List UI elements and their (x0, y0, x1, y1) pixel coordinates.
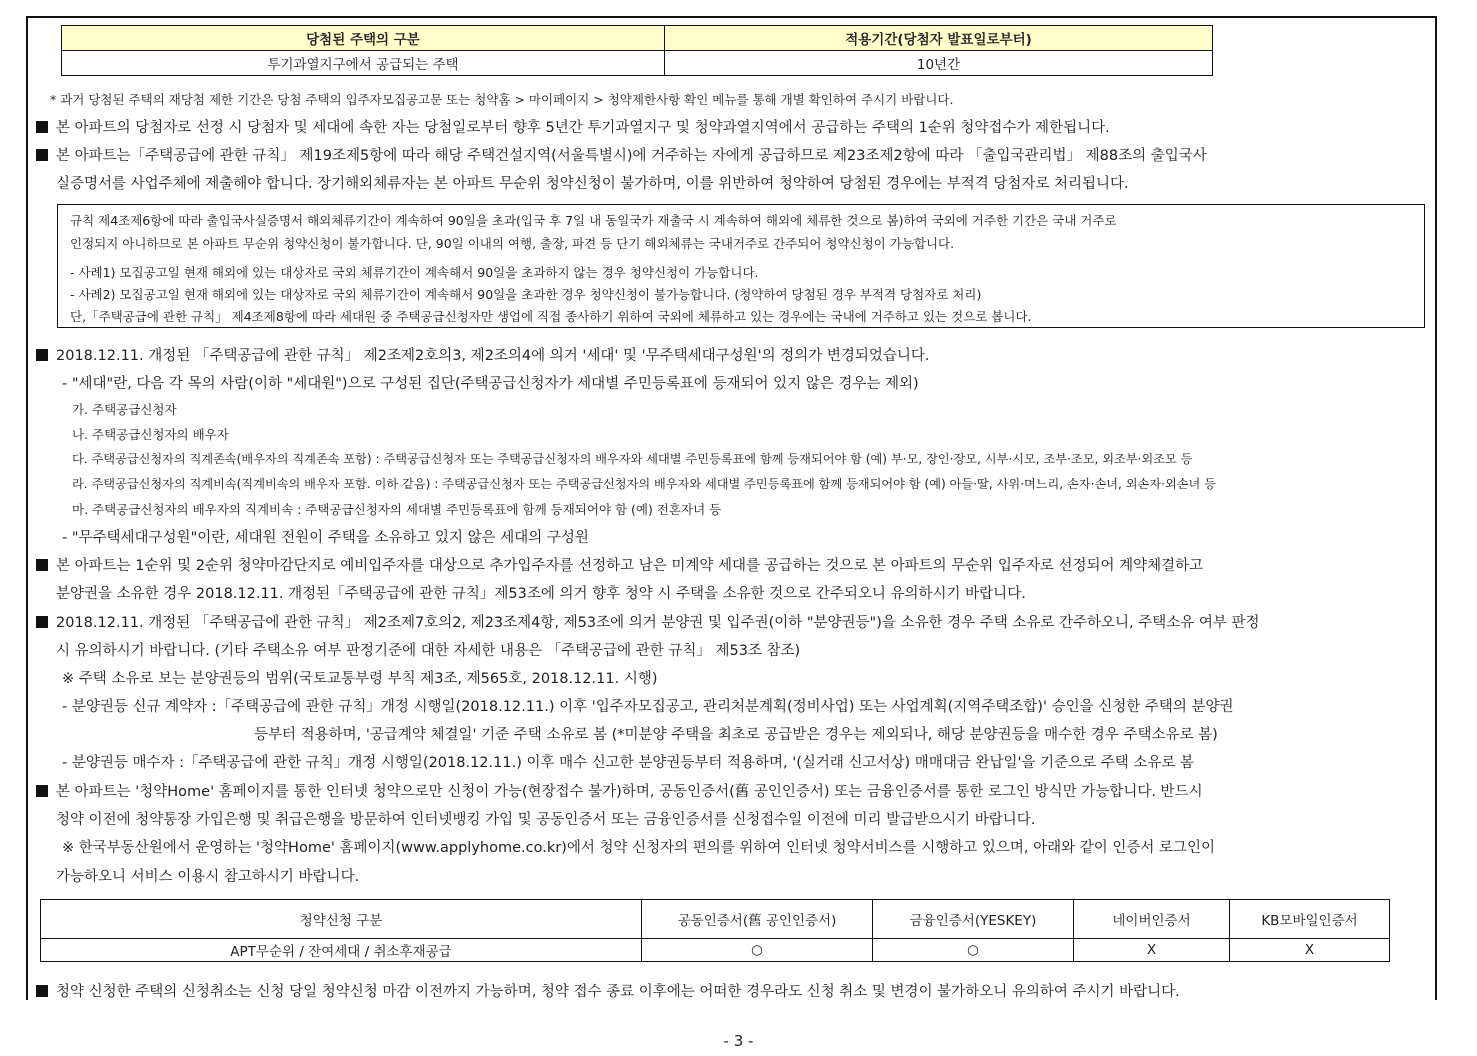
bullet-paragraph: 2018.12.11. 개정된 「주택공급에 관한 규칙」 제2조제7호의2, 제23조제4항, 제53조에 의거 분양권 및 입주권(이하 "분양권등")을 소유한 경우 주택 소유로 간주하오니, 주택소유 여부 판정 (36, 611, 1260, 632)
certificate-table (40, 899, 1390, 962)
table-header-cell: 네이버인증서 (1074, 900, 1230, 939)
paragraph-line: 시 유의하시기 바랍니다. (기타 주택소유 여부 판정기준에 대한 자세한 내용은 「주택공급에 관한 규칙」 제53조 참조) (56, 643, 801, 659)
paragraph-line: ※ 한국부동산원에서 운영하는 '청약Home' 홈페이지(www.applyhome.co.kr)에서 청약 신청자의 편의를 위하여 인터넷 청약서비스를 시행하고 있으며, 아래와 같이 인증서 로그인이 (62, 840, 1216, 856)
paragraph-line: - 분양권등 신규 계약자 :「주택공급에 관한 규칙」개정 시행일(2018.12.11.) 이후 '입주자모집공고, 관리처분계획(정비사업) 또는 사업계획(지역주택조합)' 승인을 신청한 주택의 분양권 (62, 699, 1234, 715)
paragraph-line: - "세대"란, 다음 각 목의 사람(이하 "세대원")으로 구성된 집단(주택공급신청자가 세대별 주민등록표에 등재되어 있지 않은 경우는 제외) (62, 376, 919, 392)
box-line: - 사례1) 모집공고일 현재 해외에 있는 대상자로 국외 체류기간이 계속해서 90일을 초과하지 않는 경우 청약신청이 가능합니다. (70, 265, 759, 280)
paragraph-line: ※ 주택 소유로 보는 분양권등의 범위(국토교통부령 부칙 제3조, 제565호, 2018.12.11. 시행) (62, 671, 658, 687)
paragraph-line: - "무주택세대구성원"이란, 세대원 전원이 주택을 소유하고 있지 않은 세대의 구성원 (62, 530, 589, 546)
list-item: 다. 주택공급신청자의 직계존속(배우자의 직계존속 포함) : 주택공급신청자 또는 주택공급신청자의 배우자와 세대별 주민등록표에 함께 등재되어야 함 (예) 부·모, 장인·장모, 시부·시모, 조부·조모, 외조부·외조모 등 (72, 452, 1193, 466)
box-line: - 사례2) 모집공고일 현재 해외에 있는 대상자로 국외 체류기간이 계속해서 90일을 초과한 경우 청약신청이 불가능합니다. (청약하여 당첨된 경우 부적격 당첨자로 처리) (70, 287, 982, 302)
bullet-paragraph: 본 아파트의 당첨자로 선정 시 당첨자 및 세대에 속한 자는 당첨일로부터 향후 5년간 투기과열지구 및 청약과열지역에서 공급하는 주택의 1순위 청약접수가 제한됩니다. (36, 116, 1110, 137)
table-header-cell: 공동인증서(舊 공인인증서) (642, 900, 873, 939)
bullet-square-icon (36, 985, 48, 997)
list-item: 나. 주택공급신청자의 배우자 (72, 427, 229, 442)
list-item: 가. 주택공급신청자 (72, 402, 177, 417)
table-cell: ○ (642, 939, 873, 962)
paragraph-line: - 분양권등 매수자 :「주택공급에 관한 규칙」개정 시행일(2018.12.11.) 이후 매수 신고한 분양권등부터 적용하며, '(실거래 신고서상) 매매대금 완납일'을 기준으로 주택 소유로 봄 (62, 755, 1194, 771)
paragraph-line: 등부터 적용하며, '공급계약 체결일' 기준 주택 소유로 봄 (*미분양 주택을 최초로 공급받은 경우는 제외되나, 해당 분양권등을 매수한 경우 주택소유로 봄) (254, 727, 1218, 743)
table-header-cell: KB모바일인증서 (1230, 900, 1390, 939)
bullet-paragraph: 본 아파트는 1순위 및 2순위 청약마감단지로 예비입주자를 대상으로 추가입주자를 선정하고 남은 미계약 세대를 공급하는 것으로 본 아파트의 무순위 입주자로 선정되어 계약체결하고 (36, 554, 1203, 575)
bullet-square-icon (36, 616, 48, 628)
paragraph-line: 실증명서를 사업주체에 제출해야 합니다. 장기해외체류자는 본 아파트 무순위 청약신청이 불가하며, 이를 위반하여 청약하여 당첨된 경우에는 부적격 당첨자로 처리됩니다. (56, 176, 1129, 192)
box-line: 단,「주택공급에 관한 규칙」 제4조제8항에 따라 세대원 중 주택공급신청자만 생업에 직접 종사하기 위하여 국외에 체류하고 있는 경우에는 국내에 거주하고 있는 것으로 봅니다. (70, 309, 1032, 324)
table-header-cell: 적용기간(당첨자 발표일로부터) (665, 26, 1213, 51)
paragraph-line: 가능하오니 서비스 이용시 참고하시기 바랍니다. (56, 869, 360, 885)
page-number: - 3 - (723, 1032, 754, 1050)
list-item: 라. 주택공급신청자의 직계비속(직계비속의 배우자 포함. 이하 같음) : 주택공급신청자 또는 주택공급신청자의 배우자와 세대별 주민등록표에 함께 등재되어야 함 (예) 아들·딸, 사위·며느리, 손자·손녀, 외손자·외손녀 등 (72, 477, 1216, 491)
table-cell: 10년간 (665, 51, 1213, 76)
bullet-square-icon (36, 349, 48, 361)
bullet-square-icon (36, 121, 48, 133)
bullet-paragraph: 청약 신청한 주택의 신청취소는 신청 당일 청약신청 마감 이전까지 가능하며, 청약 접수 종료 이후에는 어떠한 경우라도 신청 취소 및 변경이 불가하오니 유의하여 주시기 바랍니다. (36, 980, 1180, 1001)
paragraph-line: 청약 이전에 청약통장 가입은행 및 취급은행을 방문하여 인터넷뱅킹 가입 및 공동인증서 또는 금융인증서를 신청접수일 이전에 미리 발급받으시기 바랍니다. (56, 812, 1036, 828)
bullet-paragraph: 본 아파트는「주택공급에 관한 규칙」 제19조제5항에 따라 해당 주택건설지역(서울특별시)에 거주하는 자에게 공급하므로 제23조제2항에 따라 「출입국관리법」 제88조의 출입국사 (36, 144, 1207, 165)
table-cell: X (1074, 939, 1230, 962)
table-cell: ○ (873, 939, 1074, 962)
table-header-cell: 당첨된 주택의 구분 (62, 26, 665, 51)
bullet-square-icon (36, 785, 48, 797)
paragraph-line: 분양권을 소유한 경우 2018.12.11. 개정된「주택공급에 관한 규칙」제53조에 의거 향후 청약 시 주택을 소유한 것으로 간주되오니 유의하시기 바랍니다. (56, 586, 1026, 602)
list-item: 마. 주택공급신청자의 배우자의 직계비속 : 주택공급신청자의 세대별 주민등록표에 함께 등재되어야 함 (예) 전혼자녀 등 (72, 502, 722, 517)
table-cell: APT무순위 / 잔여세대 / 취소후재공급 (41, 939, 642, 962)
note-line: * 과거 당첨된 주택의 재당첨 제한 기간은 당첨 주택의 입주자모집공고문 또는 청약홈 > 마이페이지 > 청약제한사항 확인 메뉴를 통해 개별 확인하여 주시기 바랍니다. (50, 92, 954, 107)
table-cell: 투기과열지구에서 공급되는 주택 (62, 51, 665, 76)
bullet-paragraph: 본 아파트는 '청약Home' 홈페이지를 통한 인터넷 청약으로만 신청이 가능(현장접수 불가)하며, 공동인증서(舊 공인인증서) 또는 금융인증서를 통한 로그인 방식만 가능합니다. 반드시 (36, 780, 1203, 801)
bullet-paragraph: 2018.12.11. 개정된 「주택공급에 관한 규칙」 제2조제2호의3, 제2조의4에 의거 '세대' 및 '무주택세대구성원'의 정의가 변경되었습니다. (36, 344, 930, 365)
bullet-square-icon (36, 149, 48, 161)
box-line: 규칙 제4조제6항에 따라 출입국사실증명서 해외체류기간이 계속하여 90일을 초과(입국 후 7일 내 동일국가 재출국 시 계속하여 해외에 체류한 것으로 봄)하여 국외에 거주한 기간은 국내 거주로 (70, 213, 1117, 228)
bullet-square-icon (36, 559, 48, 571)
box-line: 인정되지 아니하므로 본 아파트 무순위 청약신청이 불가합니다. 단, 90일 이내의 여행, 출장, 파견 등 단기 해외체류는 국내거주로 간주되어 청약신청이 가능합니다. (70, 236, 955, 251)
table-header-cell: 금융인증서(YESKEY) (873, 900, 1074, 939)
winning-house-table (61, 25, 1213, 76)
table-header-cell: 청약신청 구분 (41, 900, 642, 939)
table-cell: X (1230, 939, 1390, 962)
